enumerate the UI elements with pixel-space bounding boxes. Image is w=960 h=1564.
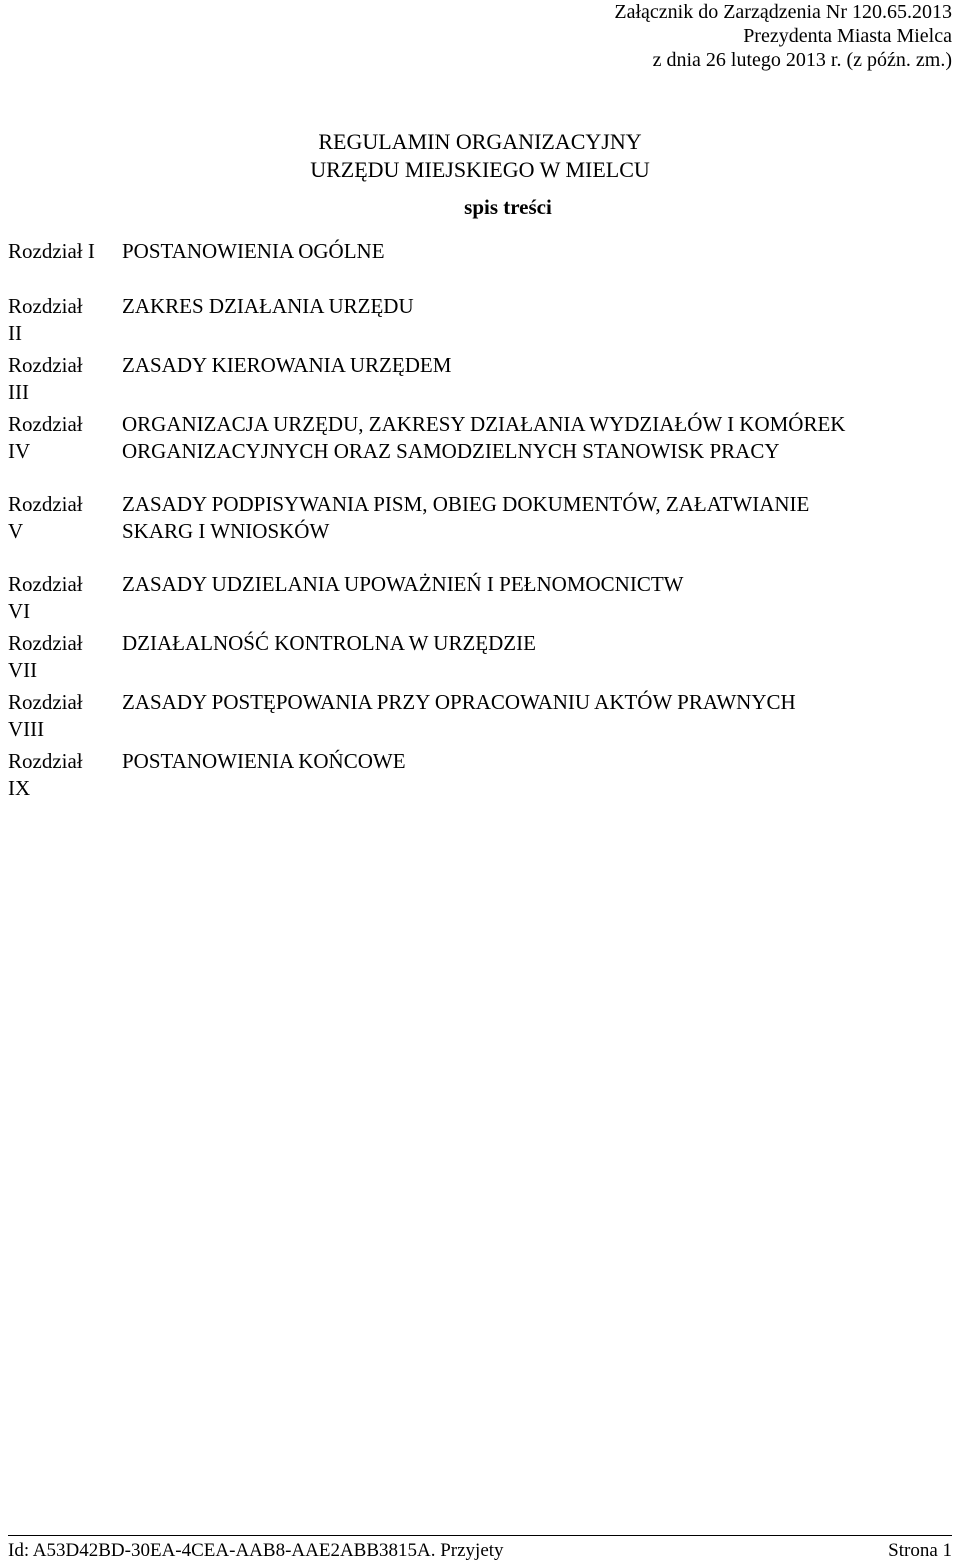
chapter-title (122, 411, 942, 465)
chapter-label-line: Rozdział (8, 294, 83, 318)
chapter-title-line: DZIAŁALNOŚĆ KONTROLNA W URZĘDZIE (122, 631, 536, 655)
chapter-label-line: Rozdział I (8, 239, 95, 263)
chapter-title (122, 748, 942, 775)
chapter-label-line: VI (8, 599, 31, 623)
chapter-title-line: ORGANIZACYJNYCH ORAZ SAMODZIELNYCH STANOWISK PRACY (122, 439, 780, 463)
chapter-label (8, 571, 112, 625)
chapter-title-line: ZASADY PODPISYWANIA PISM, OBIEG DOKUMENTÓW, ZAŁATWIANIE (122, 492, 810, 516)
chapter-label-line: Rozdział (8, 690, 83, 714)
chapter-title-line: ZAKRES DZIAŁANIA URZĘDU (122, 294, 414, 318)
chapter-title (122, 571, 942, 598)
chapter-title (122, 689, 942, 716)
chapter-title-line: SKARG I WNIOSKÓW (122, 519, 330, 543)
page-number: Strona 1 (888, 1540, 952, 1561)
chapter-label-line: Rozdział (8, 572, 83, 596)
document-id: Id: A53D42BD-30EA-4CEA-AAB8-AAE2ABB3815A. Przyjety (8, 1540, 504, 1561)
chapter-label (8, 748, 112, 802)
chapter-title (122, 491, 942, 545)
chapter-label (8, 352, 112, 406)
chapter-title-line: ZASADY KIEROWANIA URZĘDEM (122, 353, 452, 377)
chapter-label-line: II (8, 321, 22, 345)
chapter-label-line: Rozdział (8, 412, 83, 436)
chapter-title-line: ORGANIZACJA URZĘDU, ZAKRESY DZIAŁANIA WYDZIAŁÓW I KOMÓREK (122, 412, 846, 436)
toc-heading: spis treści (464, 195, 552, 219)
chapter-label (8, 491, 112, 545)
chapter-title-line: POSTANOWIENIA OGÓLNE (122, 239, 385, 263)
chapter-title (122, 293, 942, 320)
chapter-label-line: Rozdział (8, 631, 83, 655)
document-title (0, 128, 960, 184)
chapter-label-line: IX (8, 776, 31, 800)
chapter-label (8, 630, 112, 684)
chapter-label-line: IV (8, 439, 31, 463)
chapter-label-line: Rozdział (8, 353, 83, 377)
chapter-title (122, 238, 942, 265)
attachment-line: Załącznik do Zarządzenia Nr 120.65.2013 (614, 1, 952, 23)
chapter-label-line: V (8, 519, 24, 543)
chapter-label-line: VII (8, 658, 38, 682)
chapter-title (122, 352, 942, 379)
chapter-label-line: VIII (8, 717, 45, 741)
chapter-label-line: Rozdział (8, 749, 83, 773)
chapter-title-line: ZASADY POSTĘPOWANIA PRZY OPRACOWANIU AKTÓW PRAWNYCH (122, 690, 796, 714)
chapter-label (8, 689, 112, 743)
document-title-line: URZĘDU MIEJSKIEGO W MIELCU (310, 157, 650, 182)
chapter-label-line: Rozdział (8, 492, 83, 516)
document-title-line: REGULAMIN ORGANIZACYJNY (318, 129, 642, 154)
attachment-note (614, 0, 952, 72)
chapter-label (8, 238, 118, 265)
chapter-title (122, 630, 942, 657)
footer-divider (8, 1535, 952, 1536)
chapter-label (8, 293, 112, 347)
chapter-title-line: ZASADY UDZIELANIA UPOWAŻNIEŃ I PEŁNOMOCNICTW (122, 572, 684, 596)
attachment-line: Prezydenta Miasta Mielca (743, 25, 952, 47)
chapter-title-line: POSTANOWIENIA KOŃCOWE (122, 749, 406, 773)
attachment-line: z dnia 26 lutego 2013 r. (z późn. zm.) (652, 49, 952, 71)
chapter-label-line: III (8, 380, 29, 404)
chapter-label (8, 411, 112, 465)
